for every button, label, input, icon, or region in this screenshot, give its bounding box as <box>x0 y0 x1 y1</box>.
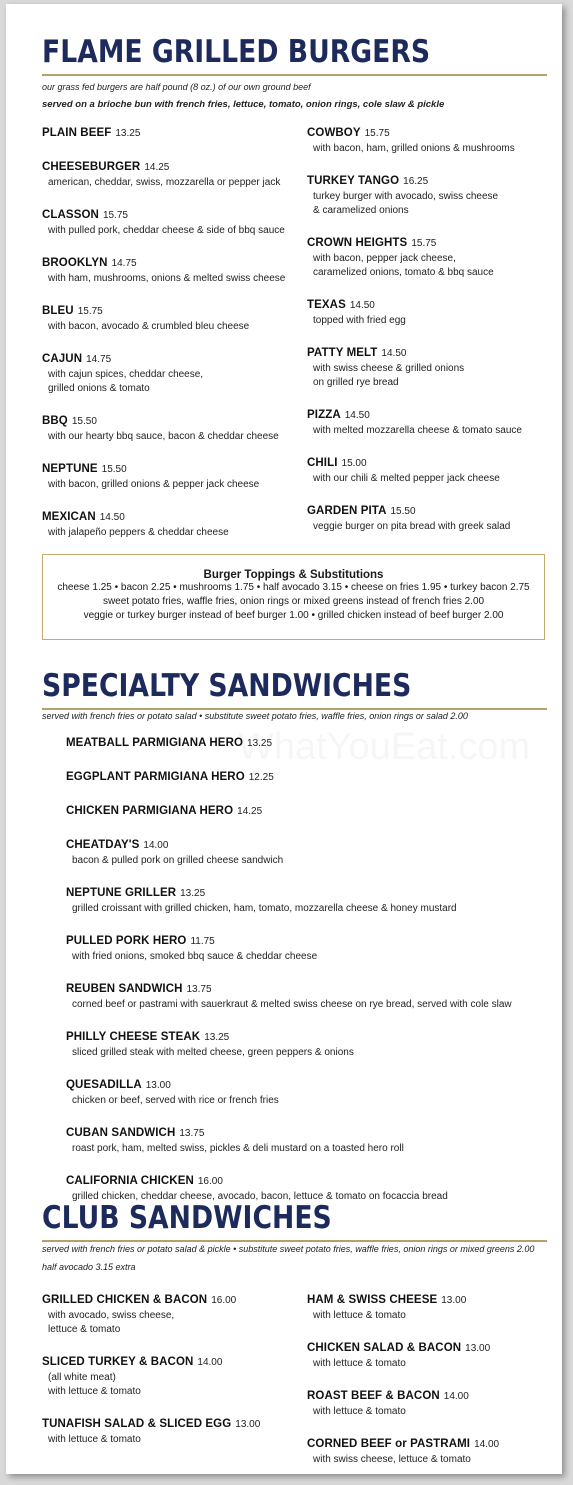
menu-item <box>66 1076 546 1108</box>
club-note-1: served with french fries or potato salad & pickle • substitute sweet potato fries, waffle fries, onion rings or mixed greens 2.00 <box>42 1244 535 1254</box>
menu-item-description: chicken or beef, served with rice or french fries <box>72 1095 279 1106</box>
menu-item-description: with our hearty bbq sauce, bacon & cheddar cheese <box>48 431 279 442</box>
menu-item-description: with fried onions, smoked bbq sauce & cheddar cheese <box>72 951 318 962</box>
menu-item-heading <box>42 1291 302 1309</box>
menu-item-price: 13.25 <box>115 128 141 139</box>
menu-item <box>42 302 302 334</box>
menu-item-price: 14.00 <box>443 1391 469 1402</box>
menu-item <box>42 1353 302 1399</box>
menu-item-price: 13.00 <box>465 1343 491 1354</box>
menu-item-description: with bacon, avocado & crumbled bleu cheese <box>48 321 250 332</box>
menu-item-name: ROAST BEEF & BACON <box>307 1390 440 1402</box>
menu-page <box>6 4 562 1474</box>
menu-item-description: (all white meat) with lettuce & tomato <box>48 1372 141 1397</box>
menu-item-price: 15.50 <box>71 416 97 427</box>
menu-item-heading <box>307 454 547 472</box>
menu-item-heading <box>307 1339 547 1357</box>
menu-item-price: 15.50 <box>390 506 416 517</box>
menu-item <box>66 884 546 916</box>
menu-item-heading <box>42 508 302 526</box>
menu-item-name: BROOKLYN <box>42 257 108 269</box>
menu-item-name: TURKEY TANGO <box>307 175 400 187</box>
menu-item <box>66 1124 546 1156</box>
menu-item <box>307 172 547 218</box>
menu-item <box>307 344 547 390</box>
menu-item-name: CAJUN <box>42 353 83 365</box>
menu-item-price: 16.00 <box>211 1295 237 1306</box>
menu-item-name: BBQ <box>42 415 68 427</box>
menu-item-heading <box>42 1353 302 1371</box>
menu-item-heading <box>307 1387 547 1405</box>
menu-item-description: with swiss cheese, lettuce & tomato <box>313 1454 471 1465</box>
menu-item-description: with our chili & melted pepper jack cheese <box>313 473 500 484</box>
menu-item-price: 11.75 <box>190 936 215 947</box>
menu-item-heading <box>66 734 546 752</box>
menu-item-description: with cajun spices, cheddar cheese, grilled onions & tomato <box>48 369 204 394</box>
menu-item <box>307 296 547 328</box>
menu-item-description: with lettuce & tomato <box>48 1434 141 1445</box>
menu-item-description: with bacon, pepper jack cheese, caramelized onions, tomato & bbq sauce <box>313 253 494 278</box>
menu-item <box>66 802 546 820</box>
menu-item <box>307 1291 547 1323</box>
menu-item-price: 15.75 <box>77 306 103 317</box>
menu-item <box>307 406 547 438</box>
menu-item-heading <box>42 1415 302 1433</box>
menu-item <box>66 980 546 1012</box>
menu-item-price: 13.25 <box>204 1032 230 1043</box>
menu-item-description: with lettuce & tomato <box>313 1358 406 1369</box>
menu-item-price: 14.00 <box>474 1439 500 1450</box>
menu-item <box>66 1028 546 1060</box>
specialty-title: SPECIALTY SANDWICHES <box>42 668 412 704</box>
menu-item-name: GRILLED CHICKEN & BACON <box>42 1294 208 1306</box>
menu-item-price: 13.00 <box>441 1295 467 1306</box>
menu-item-description: bacon & pulled pork on grilled cheese sandwich <box>72 855 284 866</box>
menu-item-price: 14.25 <box>237 806 263 817</box>
menu-item-price: 16.00 <box>197 1176 223 1187</box>
menu-item <box>42 350 302 396</box>
menu-item-description: sliced grilled steak with melted cheese, green peppers & onions <box>72 1047 354 1058</box>
menu-item-heading <box>42 206 302 224</box>
menu-item <box>42 158 302 190</box>
menu-item-price: 13.75 <box>179 1128 205 1139</box>
menu-item-description: grilled chicken, cheddar cheese, avocado, bacon, lettuce & tomato on focaccia bread <box>72 1191 448 1202</box>
menu-item-name: MEXICAN <box>42 511 96 523</box>
menu-item-description: corned beef or pastrami with sauerkraut & melted swiss cheese on rye bread, served with cole slaw <box>72 999 512 1010</box>
menu-item <box>42 124 302 142</box>
menu-item <box>42 508 302 540</box>
menu-item-heading <box>42 460 302 478</box>
menu-item <box>307 124 547 156</box>
menu-item-description: american, cheddar, swiss, mozzarella or pepper jack <box>48 177 281 188</box>
menu-item-heading <box>307 296 547 314</box>
menu-item <box>307 502 547 534</box>
menu-item-name: MEATBALL PARMIGIANA HERO <box>66 737 244 749</box>
specialty-note: served with french fries or potato salad • substitute sweet potato fries, waffle fries, onion rings or salad 2.00 <box>42 711 468 721</box>
menu-item-description: with melted mozzarella cheese & tomato sauce <box>313 425 522 436</box>
menu-item <box>66 932 546 964</box>
menu-item-heading <box>66 1076 546 1094</box>
menu-item-description: topped with fried egg <box>313 315 406 326</box>
menu-item-heading <box>42 302 302 320</box>
menu-item-name: PULLED PORK HERO <box>66 935 187 947</box>
menu-item-heading <box>66 802 546 820</box>
menu-item-name: BLEU <box>42 305 74 317</box>
toppings-title: Burger Toppings & Substitutions <box>203 569 384 581</box>
menu-item-description: with swiss cheese & grilled onions on grilled rye bread <box>313 363 465 388</box>
menu-item-price: 14.75 <box>86 354 112 365</box>
menu-item-description: with bacon, grilled onions & pepper jack cheese <box>48 479 260 490</box>
menu-item-price: 15.75 <box>102 210 128 221</box>
menu-item-heading <box>66 980 546 998</box>
menu-item <box>307 1435 547 1467</box>
menu-item-name: CUBAN SANDWICH <box>66 1127 176 1139</box>
menu-item <box>66 768 546 786</box>
menu-item-heading <box>66 1172 546 1190</box>
menu-item <box>307 1387 547 1419</box>
menu-item <box>307 454 547 486</box>
menu-item-name: TEXAS <box>307 299 346 311</box>
menu-item-name: QUESADILLA <box>66 1079 142 1091</box>
menu-item-description: with lettuce & tomato <box>313 1406 406 1417</box>
menu-item-heading <box>307 1435 547 1453</box>
toppings-line-2: sweet potato fries, waffle fries, onion rings or mixed greens instead of french fries 2.00 <box>102 596 485 607</box>
burgers-right-column <box>307 124 547 550</box>
club-rule <box>42 1240 547 1242</box>
menu-item-description: with jalapeño peppers & cheddar cheese <box>48 527 229 538</box>
menu-item-name: PATTY MELT <box>307 347 378 359</box>
menu-item-name: CHEATDAY'S <box>66 839 140 851</box>
menu-item-heading <box>66 884 546 902</box>
menu-item-name: EGGPLANT PARMIGIANA HERO <box>66 771 245 783</box>
menu-item-name: TUNAFISH SALAD & SLICED EGG <box>42 1418 232 1430</box>
menu-item-price: 15.50 <box>101 464 127 475</box>
menu-item-heading <box>307 1291 547 1309</box>
club-note-2: half avocado 3.15 extra <box>42 1262 136 1272</box>
menu-item-price: 14.50 <box>381 348 407 359</box>
menu-item-name: CALIFORNIA CHICKEN <box>66 1175 194 1187</box>
menu-item-heading <box>42 124 302 142</box>
toppings-line-3: veggie or turkey burger instead of beef burger 1.00 • grilled chicken instead of beef burger 2.00 <box>83 610 504 621</box>
menu-item <box>42 254 302 286</box>
menu-item-name: PIZZA <box>307 409 341 421</box>
menu-item <box>42 1415 302 1447</box>
menu-item-name: GARDEN PITA <box>307 505 387 517</box>
menu-item-heading <box>66 932 546 950</box>
menu-item-price: 14.25 <box>144 162 170 173</box>
menu-item-price: 14.50 <box>344 410 370 421</box>
menu-item-price: 14.00 <box>143 840 169 851</box>
menu-item-description: grilled croissant with grilled chicken, ham, tomato, mozzarella cheese & honey mustard <box>72 903 457 914</box>
menu-item-name: CORNED BEEF or PASTRAMI <box>307 1438 471 1450</box>
menu-item-description: with ham, mushrooms, onions & melted swiss cheese <box>48 273 286 284</box>
menu-item <box>42 460 302 492</box>
menu-item-name: REUBEN SANDWICH <box>66 983 183 995</box>
menu-item-description: turkey burger with avocado, swiss cheese & caramelized onions <box>313 191 499 216</box>
club-right-column <box>307 1291 547 1474</box>
menu-item-name: CHILI <box>307 457 338 469</box>
menu-item-price: 14.50 <box>349 300 375 311</box>
menu-item <box>307 1339 547 1371</box>
menu-item-price: 15.00 <box>341 458 367 469</box>
toppings-line-1: cheese 1.25 • bacon 2.25 • mushrooms 1.75 • half avocado 3.15 • cheese on fries 1.95 • turkey bacon 2.75 <box>57 582 530 593</box>
menu-item-name: PHILLY CHEESE STEAK <box>66 1031 201 1043</box>
burgers-note-2: served on a brioche bun with french fries, lettuce, tomato, onion rings, cole slaw & pickle <box>42 99 445 110</box>
menu-item-heading <box>42 350 302 368</box>
menu-item-heading <box>307 406 547 424</box>
menu-item-description: veggie burger on pita bread with greek salad <box>313 521 511 532</box>
burgers-title: FLAME GRILLED BURGERS <box>42 34 431 70</box>
menu-item <box>42 412 302 444</box>
burgers-note-1: our grass fed burgers are half pound (8 oz.) of our own ground beef <box>42 82 311 92</box>
menu-item-price: 13.25 <box>180 888 206 899</box>
menu-item-price: 15.75 <box>364 128 390 139</box>
menu-item-heading <box>42 254 302 272</box>
menu-item-price: 12.25 <box>248 772 274 783</box>
menu-item-name: HAM & SWISS CHEESE <box>307 1294 438 1306</box>
menu-item-name: NEPTUNE GRILLER <box>66 887 177 899</box>
menu-item-name: CROWN HEIGHTS <box>307 237 408 249</box>
menu-item-price: 14.75 <box>111 258 137 269</box>
menu-item-heading <box>307 172 547 190</box>
club-title: CLUB SANDWICHES <box>42 1200 332 1236</box>
menu-item-price: 14.50 <box>99 512 125 523</box>
menu-item-description: with pulled pork, cheddar cheese & side of bbq sauce <box>48 225 285 236</box>
burgers-rule <box>42 74 547 76</box>
menu-item-heading <box>42 412 302 430</box>
menu-item-name: CHICKEN PARMIGIANA HERO <box>66 805 234 817</box>
burgers-left-column <box>42 124 302 556</box>
menu-item-heading <box>307 344 547 362</box>
menu-item-name: NEPTUNE <box>42 463 98 475</box>
menu-item-name: CLASSON <box>42 209 99 221</box>
menu-item-heading <box>307 124 547 142</box>
menu-item <box>66 836 546 868</box>
menu-item-price: 13.00 <box>145 1080 171 1091</box>
menu-item-price: 13.25 <box>247 738 273 749</box>
menu-item-heading <box>307 502 547 520</box>
menu-item-name: COWBOY <box>307 127 361 139</box>
menu-item-price: 13.00 <box>235 1419 261 1430</box>
menu-item-heading <box>66 836 546 854</box>
menu-item-name: CHICKEN SALAD & BACON <box>307 1342 462 1354</box>
specialty-rule <box>42 708 547 710</box>
menu-item-price: 13.75 <box>186 984 212 995</box>
menu-item-heading <box>66 1028 546 1046</box>
menu-item-name: SLICED TURKEY & BACON <box>42 1356 194 1368</box>
menu-item <box>66 734 546 752</box>
menu-item <box>307 234 547 280</box>
menu-item-price: 16.25 <box>403 176 429 187</box>
menu-item <box>42 206 302 238</box>
menu-item-description: with bacon, ham, grilled onions & mushrooms <box>313 143 515 154</box>
menu-item-name: CHEESEBURGER <box>42 161 141 173</box>
menu-item-description: with lettuce & tomato <box>313 1310 406 1321</box>
specialty-list <box>66 734 546 1220</box>
club-left-column <box>42 1291 302 1463</box>
menu-item-heading <box>66 768 546 786</box>
menu-item-name: PLAIN BEEF <box>42 127 112 139</box>
menu-item-heading <box>307 234 547 252</box>
menu-item-price: 14.00 <box>197 1357 223 1368</box>
menu-item-price: 15.75 <box>411 238 437 249</box>
menu-item <box>42 1291 302 1337</box>
toppings-box <box>42 554 545 640</box>
menu-item-description: roast pork, ham, melted swiss, pickles & deli mustard on a toasted hero roll <box>72 1143 404 1154</box>
menu-item-heading <box>42 158 302 176</box>
menu-item-description: with avocado, swiss cheese, lettuce & tomato <box>48 1310 175 1335</box>
menu-item-heading <box>66 1124 546 1142</box>
